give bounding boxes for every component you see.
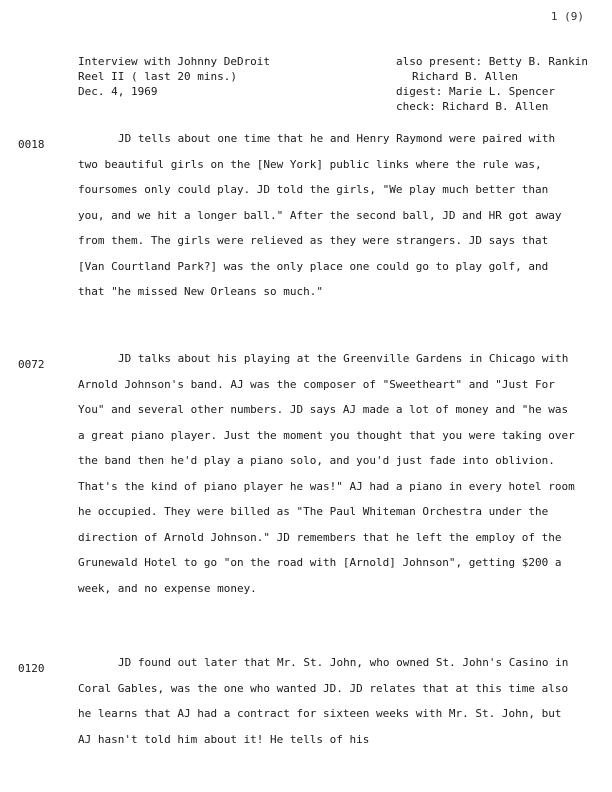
- digest-credit: digest: Marie L. Spencer: [396, 85, 555, 98]
- credits-header: [396, 54, 588, 114]
- tape-counter: 0018: [18, 138, 45, 151]
- entry-paragraph: JD talks about his playing at the Greenville Gardens in Chicago with Arnold Johnson's band. AJ was the composer of "Sweetheart" and "Just For You" and several other numbers. JD says AJ made a lot of money and "he was a great piano player. Just the moment you thought that you were taking over the band then he'd play a piano solo, and you'd just fade into oblivion. That's the kind of piano player he was!" AJ had a piano in every hotel room he occupied. They were billed as "The Paul Whiteman Orchestra under the direction of Arnold Johnson." JD remembers that he left the employ of the Grunewald Hotel to go "on the road with [Arnold] Johnson", getting $200 a week, and no expense money.: [78, 352, 575, 595]
- entry-paragraph: JD tells about one time that he and Henry Raymond were paired with two beautiful girls on the [New York] public links where the rule was, foursomes only could play. JD told the girls, "We play much better than you, and we hit a longer ball." After the second ball, JD and HR got away from them. The girls were relieved as they were strangers. JD says that [Van Courtland Park?] was the only place one could go to play golf, and that "he missed New Orleans so much.": [78, 132, 562, 298]
- interview-title: Interview with Johnny DeDroit: [78, 55, 271, 68]
- tape-counter: 0120: [18, 662, 45, 675]
- interview-date: Dec. 4, 1969: [78, 85, 158, 98]
- check-credit: check: Richard B. Allen: [396, 100, 549, 113]
- tape-counter: 0072: [18, 358, 45, 371]
- also-present: also present: Betty B. Rankin: [396, 55, 589, 68]
- entry-paragraph: JD found out later that Mr. St. John, who owned St. John's Casino in Coral Gables, was the one who wanted JD. JD relates that at this time also he learns that AJ had a contract for sixteen weeks with Mr. St. John, but AJ hasn't told him about it! He tells of his: [78, 656, 569, 746]
- page-number: 1 (9): [550, 10, 584, 23]
- interview-header: [78, 54, 270, 99]
- reel-info: Reel II ( last 20 mins.): [78, 70, 237, 83]
- also-present-continued: Richard B. Allen: [412, 70, 518, 83]
